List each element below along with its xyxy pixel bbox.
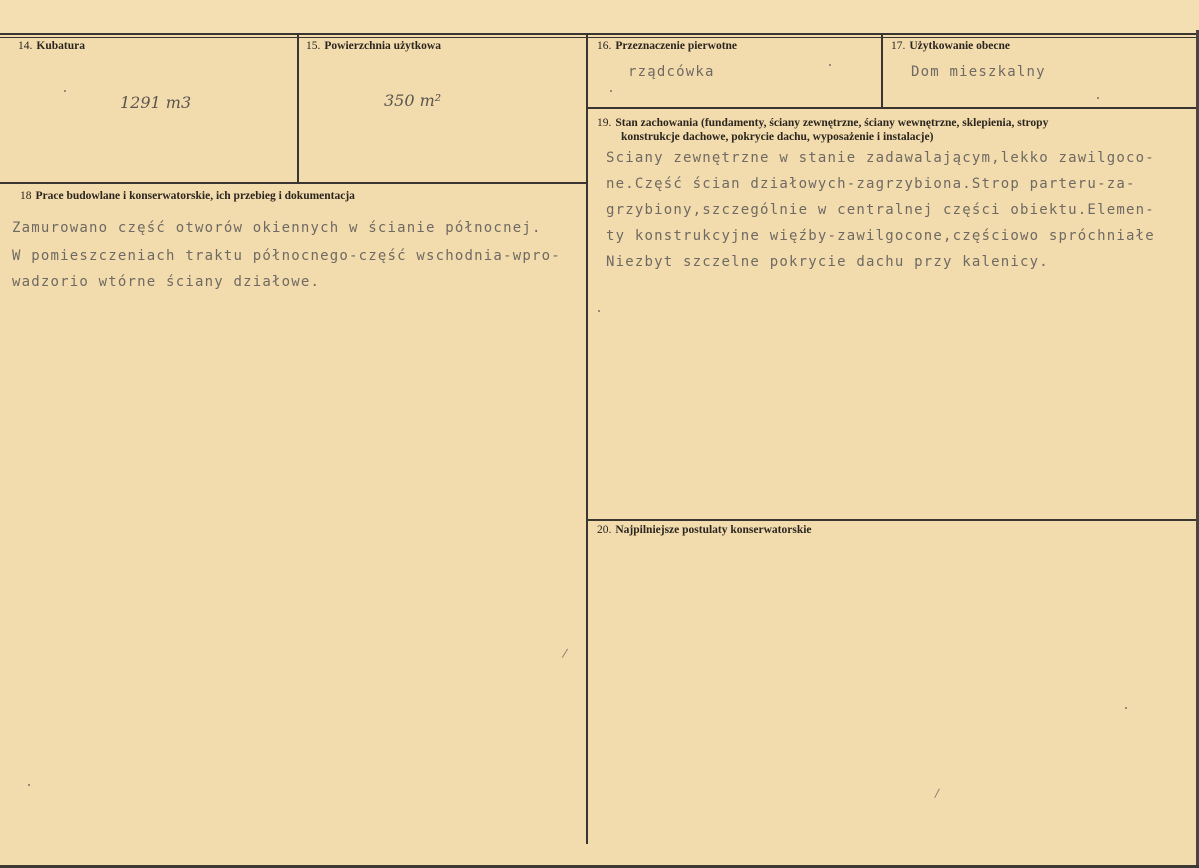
- card-top-strip: [0, 0, 1199, 34]
- field-19-label-line-2: konstrukcje dachowe, pokrycie dachu, wyposażenie i instalacje): [621, 131, 934, 143]
- field-18-line-3: wadzorio wtórne ściany działowe.: [12, 274, 321, 290]
- divider-main: [586, 34, 588, 844]
- field-17-value: Dom mieszkalny: [911, 64, 1046, 80]
- field-14-label: 14. Kubatura: [18, 40, 85, 52]
- divider-16-17: [881, 34, 883, 108]
- field-20-label: 20. Najpilniejsze postulaty konserwatorskie: [597, 524, 812, 536]
- field-19-line-3: grzybiony,szczególnie w centralnej części obiektu.Elemen-: [606, 202, 1155, 218]
- paper-speck: [64, 90, 66, 92]
- field-18-label: 18 Prace budowlane i konserwatorskie, ich przebieg i dokumentacja: [20, 190, 355, 202]
- top-rule: [0, 33, 1199, 35]
- rule-under-16-17: [588, 107, 1199, 109]
- rule-under-19: [588, 519, 1199, 521]
- field-16-value: rządcówka: [628, 64, 715, 80]
- field-18-line-2: W pomieszczeniach traktu północnego-część wschodnia-wpro-: [12, 248, 561, 264]
- field-17-label: 17. Użytkowanie obecne: [891, 40, 1010, 52]
- paper-speck: [610, 90, 612, 92]
- field-19-line-4: ty konstrukcyjne więźby-zawilgocone,częściowo spróchniałe: [606, 228, 1155, 244]
- field-19-label-line-1: 19. Stan zachowania (fundamenty, ściany zewnętrzne, ściany wewnętrzne, sklepienia, stropy: [597, 117, 1049, 129]
- field-15-value: 350 m²: [384, 91, 442, 110]
- paper-speck: [1097, 97, 1099, 99]
- divider-14-15: [297, 34, 299, 182]
- field-19-line-5: Niezbyt szczelne pokrycie dachu przy kalenicy.: [606, 254, 1049, 270]
- field-14-value: 1291 m3: [120, 93, 192, 112]
- paper-speck: [28, 784, 30, 786]
- paper-speck: [829, 64, 831, 66]
- field-15-label: 15. Powierzchnia użytkowa: [306, 40, 441, 52]
- field-19-line-2: ne.Część ścian działowych-zagrzybiona.Strop parteru-za-: [606, 176, 1136, 192]
- rule-under-14-15: [0, 182, 588, 184]
- top-rule-inner: [0, 37, 1199, 38]
- field-18-line-1: Zamurowano część otworów okiennych w ścianie północnej.: [12, 220, 542, 236]
- stray-pencil-mark: /: [561, 645, 569, 661]
- field-16-label: 16. Przeznaczenie pierwotne: [597, 40, 738, 52]
- stray-pencil-mark: /: [933, 785, 941, 801]
- field-19-line-1: Sciany zewnętrzne w stanie zadawalającym,lekko zawilgoco-: [606, 150, 1155, 166]
- paper-speck: [598, 310, 600, 312]
- paper-speck: [1125, 707, 1127, 709]
